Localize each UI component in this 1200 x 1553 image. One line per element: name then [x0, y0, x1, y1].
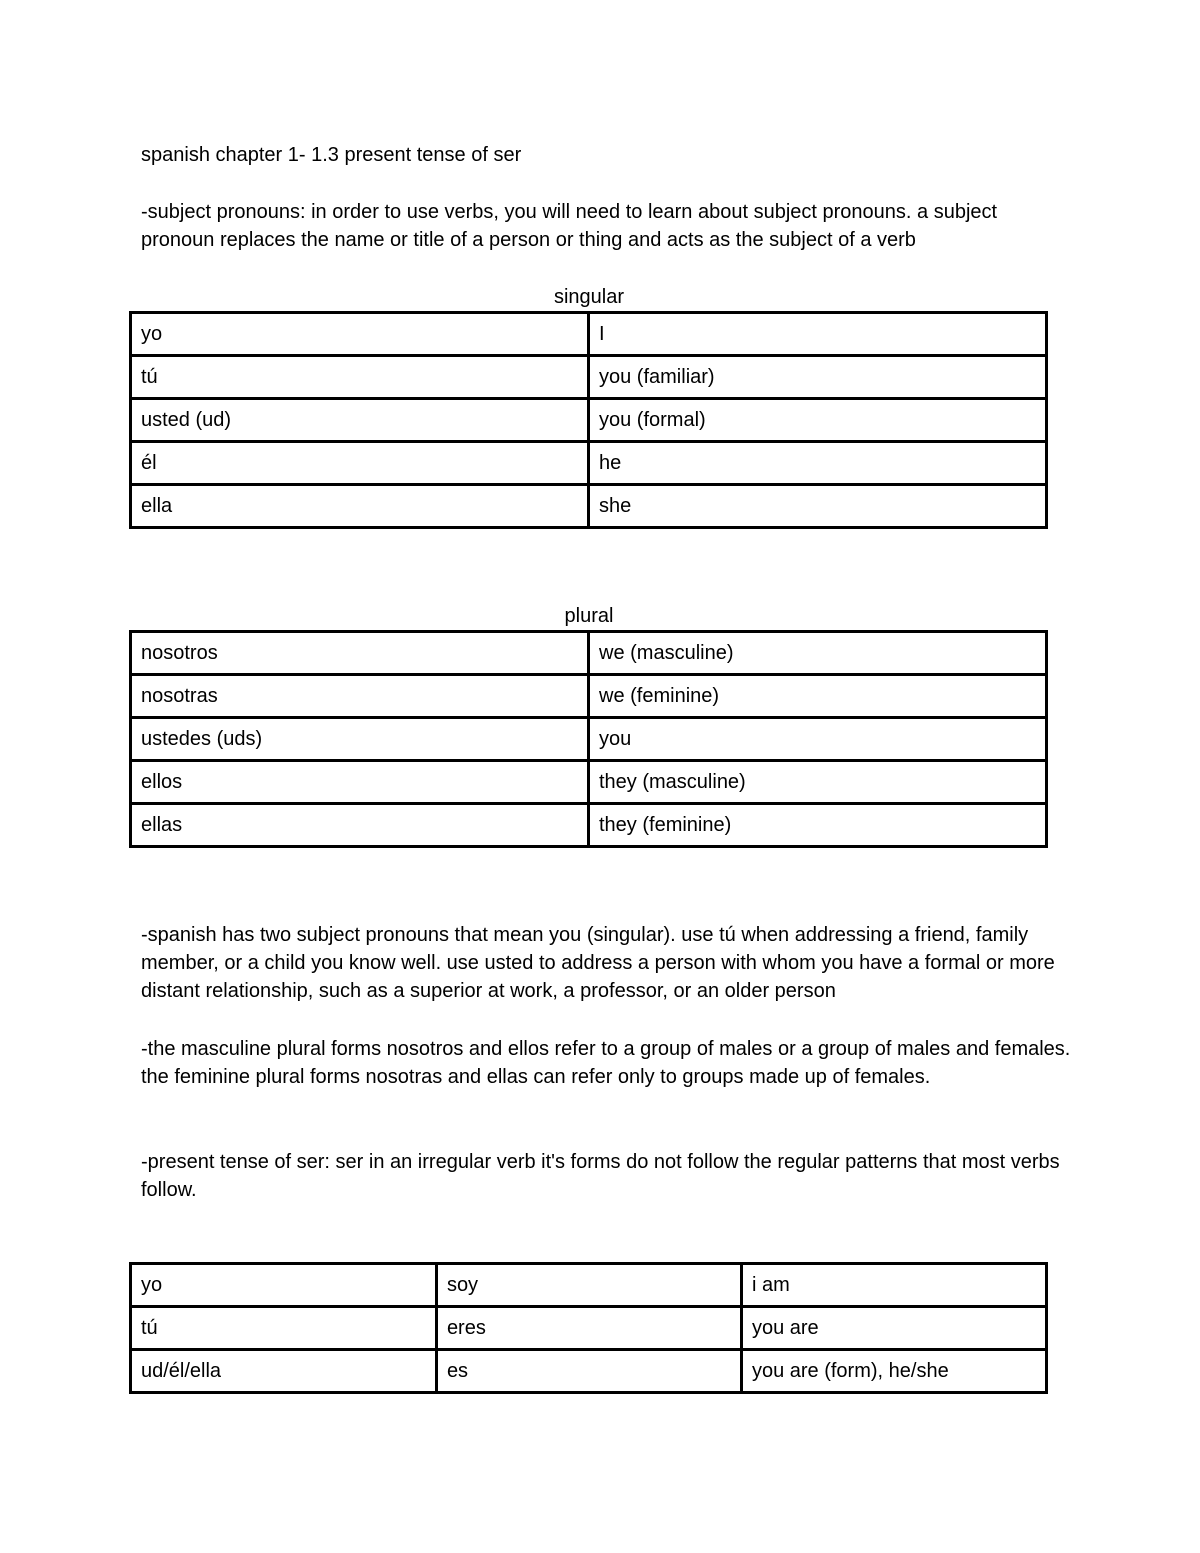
page-title: spanish chapter 1- 1.3 present tense of ser — [141, 144, 522, 166]
table-cell: ud/él/ella — [131, 1350, 437, 1393]
paragraph-present-tense-ser: -present tense of ser: ser in an irregular verb it's forms do not follow the regular patterns that most verbs follow. — [141, 1151, 1060, 1201]
table-row — [131, 442, 1047, 485]
table-cell: you are — [741, 1307, 1046, 1350]
intro-paragraph: -subject pronouns: in order to use verbs, you will need to learn about subject pronouns. a subject pronoun replaces the name or title of a person or thing and acts as the subject of a verb — [141, 201, 998, 251]
paragraph-plural-forms: -the masculine plural forms nosotros and ellos refer to a group of males or a group of males and females. the feminine plural forms nosotras and ellas can refer only to groups made up of females. — [141, 1038, 1071, 1088]
table-row — [131, 675, 1047, 718]
table-row — [131, 399, 1047, 442]
table-cell: él — [131, 442, 589, 485]
table-row — [131, 313, 1047, 356]
table-row — [131, 718, 1047, 761]
table-row — [131, 1350, 1047, 1393]
table-cell: soy — [436, 1264, 741, 1307]
table-row — [131, 356, 1047, 399]
table-cell: tú — [131, 356, 589, 399]
table-cell: nosotros — [131, 632, 589, 675]
table-cell: she — [589, 485, 1047, 528]
table-row — [131, 761, 1047, 804]
table-cell: nosotras — [131, 675, 589, 718]
table-cell: you — [589, 718, 1047, 761]
singular-pronoun-table — [129, 311, 1048, 529]
table-cell: es — [436, 1350, 741, 1393]
singular-caption: singular — [553, 286, 625, 308]
plural-caption: plural — [564, 605, 614, 627]
table-cell: yo — [131, 313, 589, 356]
table-cell: they (masculine) — [589, 761, 1047, 804]
table-cell: I — [589, 313, 1047, 356]
table-cell: you are (form), he/she — [741, 1350, 1046, 1393]
table-row — [131, 632, 1047, 675]
table-row — [131, 804, 1047, 847]
table-cell: eres — [436, 1307, 741, 1350]
table-row — [131, 1307, 1047, 1350]
table-cell: you (familiar) — [589, 356, 1047, 399]
table-cell: usted (ud) — [131, 399, 589, 442]
table-cell: ella — [131, 485, 589, 528]
paragraph-tu-usted: -spanish has two subject pronouns that mean you (singular). use tú when addressing a friend, family member, or a child you know well. use usted to address a person with whom you have a formal or more distant relationship, such as a superior at work, a professor, or an older person — [141, 924, 1055, 1002]
table-cell: he — [589, 442, 1047, 485]
table-cell: we (feminine) — [589, 675, 1047, 718]
plural-pronoun-table — [129, 630, 1048, 848]
table-row — [131, 485, 1047, 528]
table-cell: ustedes (uds) — [131, 718, 589, 761]
table-row — [131, 1264, 1047, 1307]
table-cell: tú — [131, 1307, 437, 1350]
ser-conjugation-table — [129, 1262, 1048, 1394]
table-cell: we (masculine) — [589, 632, 1047, 675]
table-cell: they (feminine) — [589, 804, 1047, 847]
table-cell: ellas — [131, 804, 589, 847]
table-cell: i am — [741, 1264, 1046, 1307]
table-cell: you (formal) — [589, 399, 1047, 442]
table-cell: yo — [131, 1264, 437, 1307]
table-cell: ellos — [131, 761, 589, 804]
